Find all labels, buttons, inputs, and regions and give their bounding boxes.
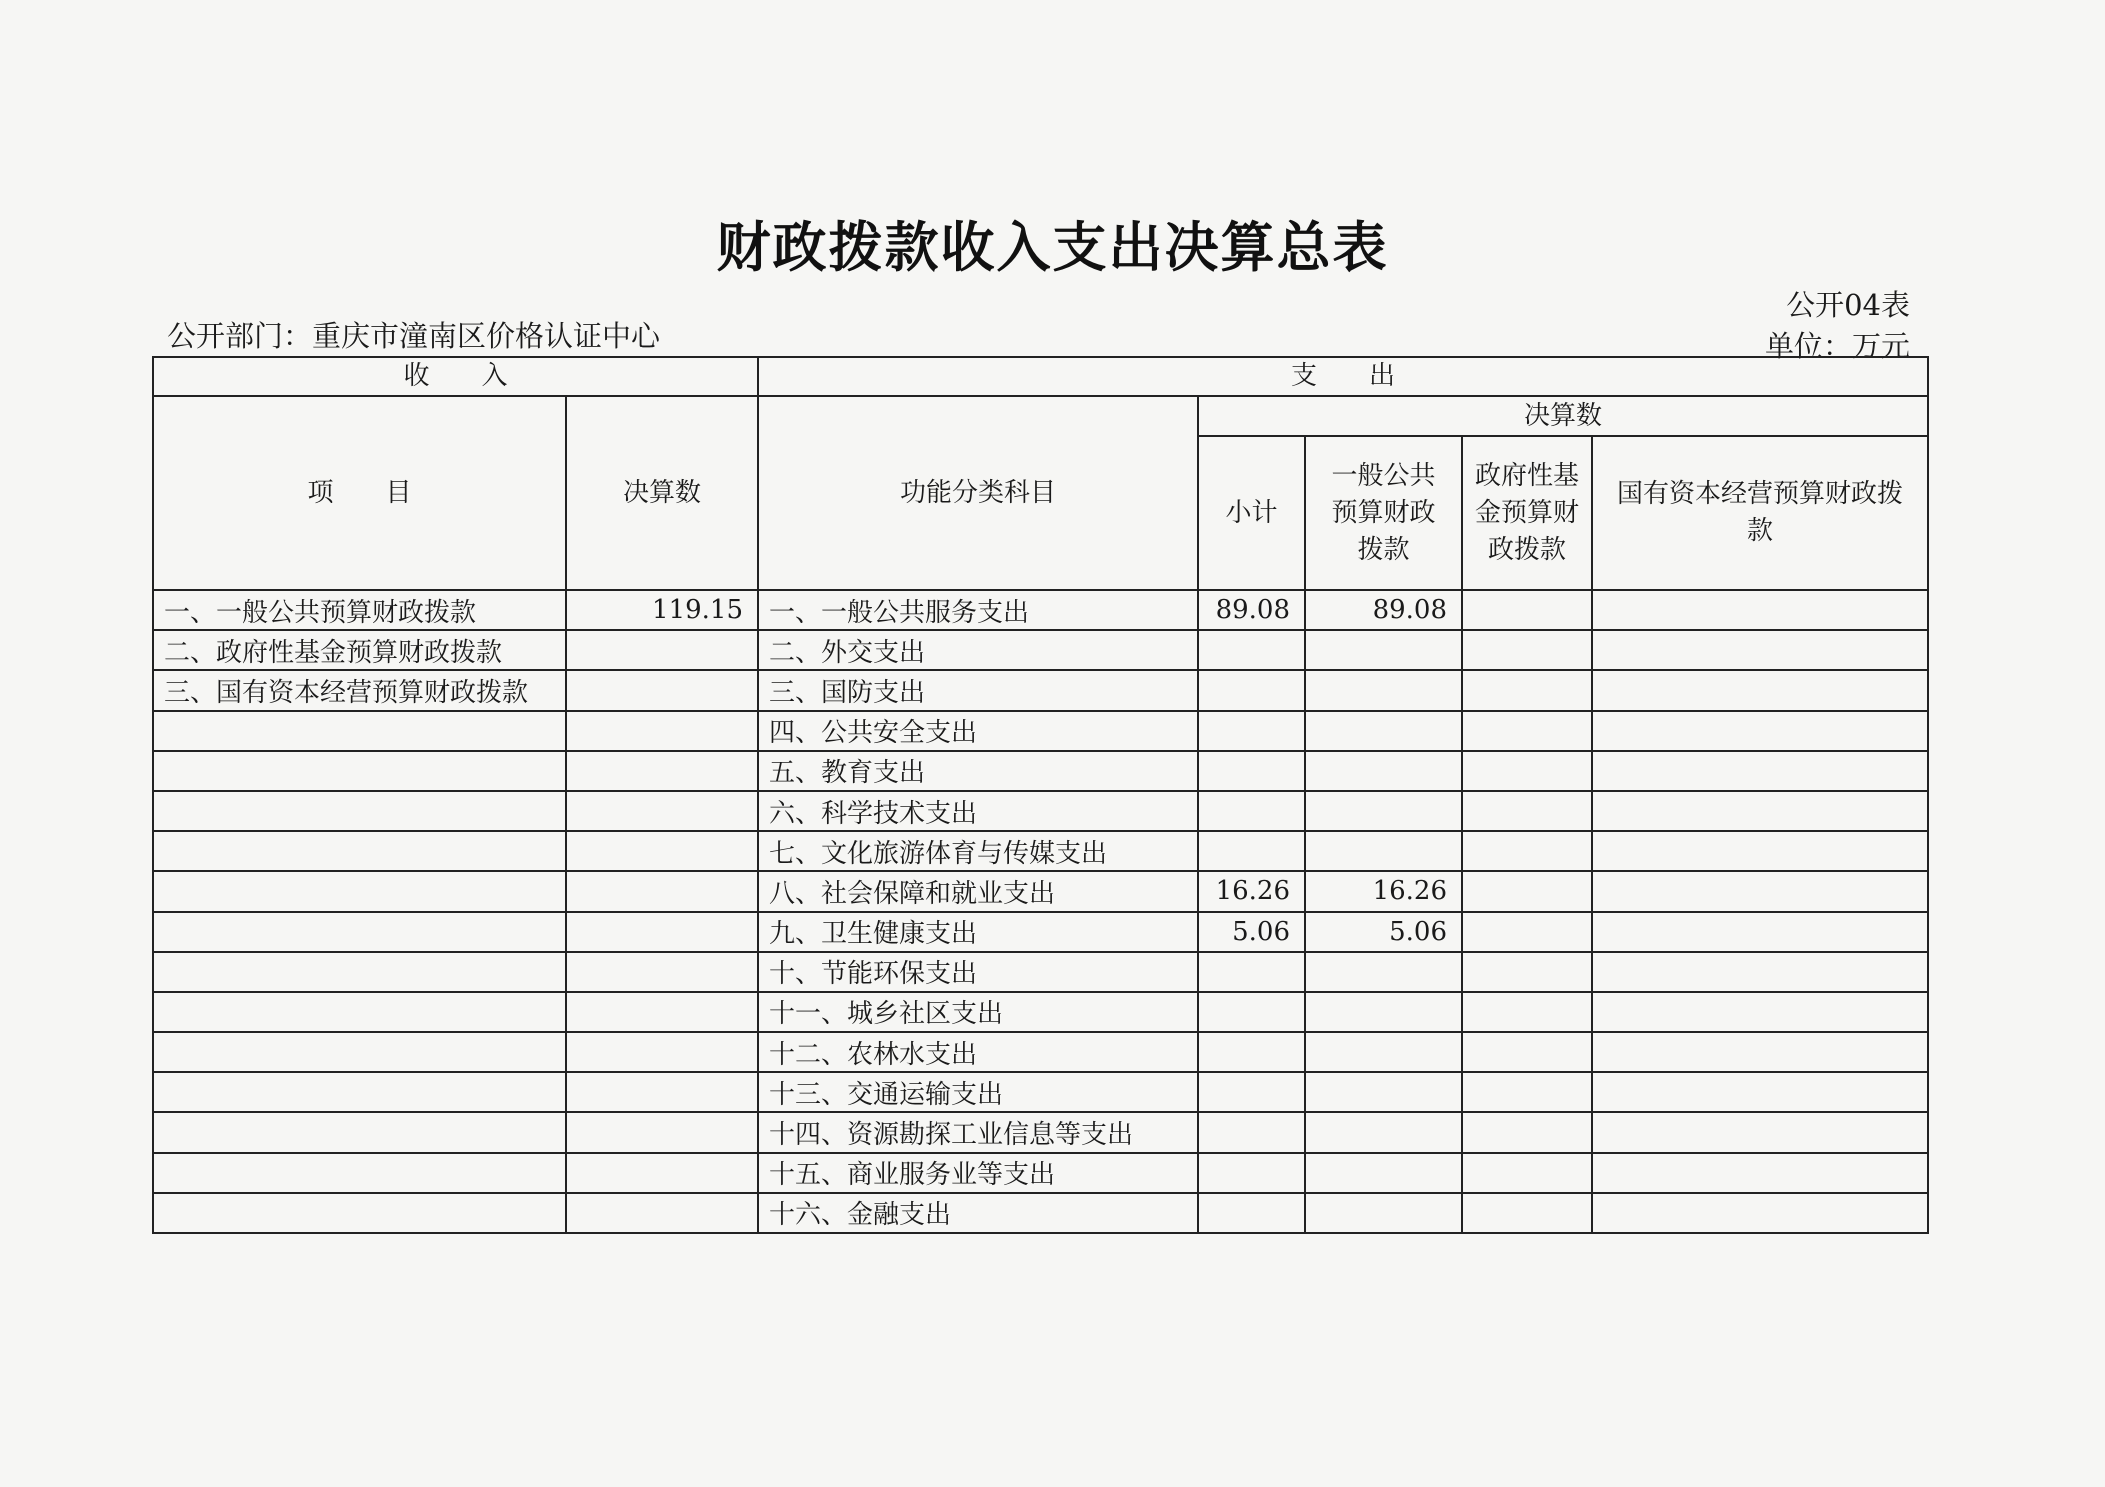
subtotal-cell: 16.26 xyxy=(1198,871,1305,911)
subtotal-cell xyxy=(1198,952,1305,992)
subtotal-cell xyxy=(1198,1032,1305,1072)
state-capital-cell xyxy=(1592,791,1928,831)
table-row xyxy=(153,711,1928,751)
department-line xyxy=(167,314,660,355)
gov-fund-cell xyxy=(1462,831,1592,871)
income-item-cell xyxy=(153,1032,566,1072)
expense-header: 支 出 xyxy=(758,357,1928,396)
gov-fund-cell xyxy=(1462,791,1592,831)
state-capital-cell xyxy=(1592,871,1928,911)
gov-fund-cell xyxy=(1462,711,1592,751)
subtotal-cell: 89.08 xyxy=(1198,590,1305,630)
state-capital-cell xyxy=(1592,912,1928,952)
state-capital-cell xyxy=(1592,1112,1928,1152)
subtotal-cell xyxy=(1198,1153,1305,1193)
state-capital-cell xyxy=(1592,711,1928,751)
table-row xyxy=(153,1112,1928,1152)
income-item-cell xyxy=(153,992,566,1032)
subtotal-cell xyxy=(1198,670,1305,710)
subtotal-cell xyxy=(1198,1193,1305,1233)
table-row xyxy=(153,1032,1928,1072)
expense-item-cell: 三、国防支出 xyxy=(758,670,1198,710)
general-budget-cell xyxy=(1305,1193,1462,1233)
income-item-cell xyxy=(153,711,566,751)
general-budget-cell: 89.08 xyxy=(1305,590,1462,630)
general-budget-cell xyxy=(1305,630,1462,670)
department-label: 公开部门： xyxy=(167,319,313,353)
expense-item-cell: 十二、农林水支出 xyxy=(758,1032,1198,1072)
income-item-cell xyxy=(153,1112,566,1152)
income-amount-cell xyxy=(566,871,758,911)
income-item-cell xyxy=(153,1153,566,1193)
table-row xyxy=(153,871,1928,911)
income-amount-cell xyxy=(566,1112,758,1152)
expense-item-cell: 二、外交支出 xyxy=(758,630,1198,670)
table-row xyxy=(153,670,1928,710)
subtotal-cell xyxy=(1198,630,1305,670)
income-amount-cell xyxy=(566,630,758,670)
subtotal-cell: 5.06 xyxy=(1198,912,1305,952)
income-amount-cell xyxy=(566,1153,758,1193)
general-budget-cell xyxy=(1305,952,1462,992)
income-item-cell xyxy=(153,1072,566,1112)
state-capital-cell xyxy=(1592,1193,1928,1233)
expense-item-cell: 十一、城乡社区支出 xyxy=(758,992,1198,1032)
income-header: 收 入 xyxy=(153,357,758,396)
expense-item-cell: 六、科学技术支出 xyxy=(758,791,1198,831)
final-amount-header: 决算数 xyxy=(1198,396,1928,436)
income-item-cell xyxy=(153,1193,566,1233)
general-budget-cell: 5.06 xyxy=(1305,912,1462,952)
income-item-cell xyxy=(153,791,566,831)
expense-item-cell: 十六、金融支出 xyxy=(758,1193,1198,1233)
state-capital-cell xyxy=(1592,952,1928,992)
general-budget-cell xyxy=(1305,1072,1462,1112)
general-budget-cell xyxy=(1305,1153,1462,1193)
income-amount-cell xyxy=(566,1032,758,1072)
income-item-cell xyxy=(153,831,566,871)
table-row xyxy=(153,992,1928,1032)
general-budget-cell xyxy=(1305,751,1462,791)
income-item-cell: 一、一般公共预算财政拨款 xyxy=(153,590,566,630)
final-accounts-table xyxy=(152,356,1929,1234)
state-capital-cell xyxy=(1592,751,1928,791)
state-capital-cell xyxy=(1592,670,1928,710)
gov-fund-cell xyxy=(1462,751,1592,791)
table-row xyxy=(153,590,1928,630)
unit-label: 单位：万元 xyxy=(1764,329,1910,363)
income-amount-header: 决算数 xyxy=(566,396,758,590)
income-amount-cell xyxy=(566,912,758,952)
table-row xyxy=(153,1072,1928,1112)
state-capital-cell xyxy=(1592,630,1928,670)
income-amount-cell xyxy=(566,952,758,992)
state-capital-cell xyxy=(1592,831,1928,871)
expense-item-cell: 十四、资源勘探工业信息等支出 xyxy=(758,1112,1198,1152)
gov-fund-cell xyxy=(1462,630,1592,670)
expense-item-cell: 五、教育支出 xyxy=(758,751,1198,791)
gov-fund-cell xyxy=(1462,1032,1592,1072)
subtotal-cell xyxy=(1198,791,1305,831)
subtotal-cell xyxy=(1198,831,1305,871)
gov-fund-cell xyxy=(1462,670,1592,710)
gov-fund-cell xyxy=(1462,1112,1592,1152)
subtotal-header: 小计 xyxy=(1198,436,1305,590)
income-amount-cell xyxy=(566,751,758,791)
general-budget-cell xyxy=(1305,992,1462,1032)
income-amount-cell xyxy=(566,992,758,1032)
state-capital-cell xyxy=(1592,1072,1928,1112)
gov-fund-cell xyxy=(1462,1153,1592,1193)
gov-fund-cell xyxy=(1462,871,1592,911)
income-amount-cell xyxy=(566,1193,758,1233)
expense-item-cell: 八、社会保障和就业支出 xyxy=(758,871,1198,911)
state-capital-cell xyxy=(1592,590,1928,630)
table-row xyxy=(153,630,1928,670)
func-category-header: 功能分类科目 xyxy=(758,396,1198,590)
table-row xyxy=(153,1153,1928,1193)
table-row xyxy=(153,831,1928,871)
expense-item-cell: 一、一般公共服务支出 xyxy=(758,590,1198,630)
income-item-cell xyxy=(153,912,566,952)
expense-item-cell: 十、节能环保支出 xyxy=(758,952,1198,992)
general-budget-header: 一般公共预算财政拨款 xyxy=(1305,436,1462,590)
expense-item-cell: 十三、交通运输支出 xyxy=(758,1072,1198,1112)
general-budget-cell xyxy=(1305,1112,1462,1152)
state-capital-header: 国有资本经营预算财政拨款 xyxy=(1592,436,1928,590)
income-item-cell: 二、政府性基金预算财政拨款 xyxy=(153,630,566,670)
subtotal-cell xyxy=(1198,711,1305,751)
state-capital-cell xyxy=(1592,992,1928,1032)
expense-item-cell: 十五、商业服务业等支出 xyxy=(758,1153,1198,1193)
gov-fund-cell xyxy=(1462,992,1592,1032)
table-row xyxy=(153,1193,1928,1233)
general-budget-cell xyxy=(1305,831,1462,871)
income-amount-cell xyxy=(566,670,758,710)
subtotal-cell xyxy=(1198,1072,1305,1112)
expense-item-cell: 四、公共安全支出 xyxy=(758,711,1198,751)
income-amount-cell xyxy=(566,711,758,751)
expense-item-cell: 九、卫生健康支出 xyxy=(758,912,1198,952)
table-row xyxy=(153,751,1928,791)
general-budget-cell xyxy=(1305,791,1462,831)
income-amount-cell xyxy=(566,831,758,871)
income-item-cell: 三、国有资本经营预算财政拨款 xyxy=(153,670,566,710)
state-capital-cell xyxy=(1592,1153,1928,1193)
gov-fund-cell xyxy=(1462,590,1592,630)
expense-item-cell: 七、文化旅游体育与传媒支出 xyxy=(758,831,1198,871)
general-budget-cell xyxy=(1305,670,1462,710)
gov-fund-cell xyxy=(1462,912,1592,952)
table-row xyxy=(153,912,1928,952)
subtotal-cell xyxy=(1198,1112,1305,1152)
general-budget-cell xyxy=(1305,711,1462,751)
table-row xyxy=(153,952,1928,992)
gov-fund-cell xyxy=(1462,952,1592,992)
general-budget-cell: 16.26 xyxy=(1305,871,1462,911)
item-header: 项 目 xyxy=(153,396,566,590)
income-item-cell xyxy=(153,952,566,992)
income-amount-cell: 119.15 xyxy=(566,590,758,630)
gov-fund-cell xyxy=(1462,1072,1592,1112)
gov-fund-cell xyxy=(1462,1193,1592,1233)
income-item-cell xyxy=(153,751,566,791)
general-budget-cell xyxy=(1305,1032,1462,1072)
income-item-cell xyxy=(153,871,566,911)
page-title: 财政拨款收入支出决算总表 xyxy=(716,216,1389,279)
form-number: 公开04表 xyxy=(1786,288,1910,322)
department-name: 重庆市潼南区价格认证中心 xyxy=(312,319,661,353)
table-row xyxy=(153,791,1928,831)
subtotal-cell xyxy=(1198,992,1305,1032)
income-amount-cell xyxy=(566,791,758,831)
income-amount-cell xyxy=(566,1072,758,1112)
state-capital-cell xyxy=(1592,1032,1928,1072)
gov-fund-header: 政府性基金预算财政拨款 xyxy=(1462,436,1592,590)
subtotal-cell xyxy=(1198,751,1305,791)
